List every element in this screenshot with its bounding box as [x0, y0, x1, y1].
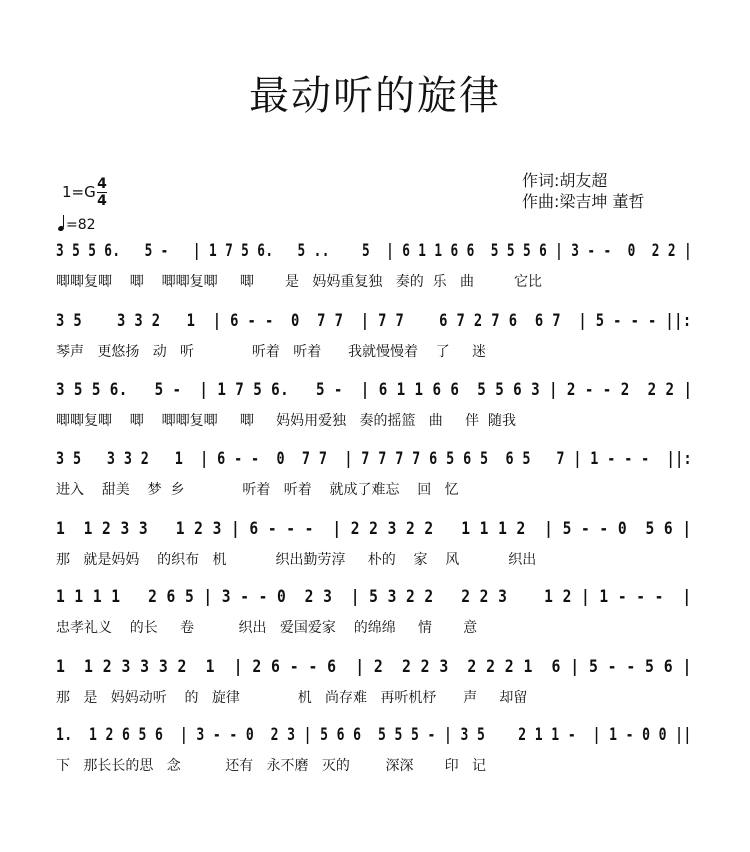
tempo-marking [58, 215, 96, 233]
notes-line: 3 5 5 6. 5 - | 1 7 5 6. 5 - | 6 1 1 6 6 5 5 6 3 | 2 - - 2 2 2 | [56, 380, 693, 400]
credits [522, 170, 644, 212]
quarter-note-icon [57, 225, 64, 232]
composer-credit: 作曲:梁吉坤 董哲 [522, 192, 645, 211]
lyrics-line: 琴声 更悠扬 动 听 听着 听着 我就慢慢着 了 迷 [56, 344, 487, 360]
tempo-value: =82 [66, 217, 96, 233]
score-system-8 [56, 725, 694, 785]
lyrics-line: 那 是 妈妈动听 的 旋律 机 尚存难 再听机杼 声 却留 [56, 690, 528, 706]
time-signature-top: 4 [97, 176, 107, 192]
time-signature [97, 176, 107, 209]
notes-line: 3 5 3 3 2 1 | 6 - - 0 7 7 | 7 7 7 7 6 5 6 5 6 5 7 | 1 - - - ||: [56, 449, 693, 469]
notes-line: 1 1 1 1 2 6 5 | 3 - - 0 2 3 | 5 3 2 2 2 2 3 1 2 | 1 - - - | [56, 587, 692, 607]
score-system-7 [56, 657, 694, 717]
notes-line: 1. 1 2 6 5 6 | 3 - - 0 2 3 | 5 6 6 5 5 5 - | 3 5 2 1 1 - | 1 - 0 0 || [56, 725, 692, 745]
lyricist-credit: 作词:胡友超 [522, 171, 608, 190]
lyrics-line: 唧唧复唧 唧 唧唧复唧 唧 妈妈用爱独 奏的摇篮 曲 伴 随我 [56, 413, 516, 429]
quarter-note-stem [63, 215, 64, 227]
notes-line: 3 5 5 6. 5 - | 1 7 5 6. 5 .. 5 | 6 1 1 6 6 5 5 5 6 | 3 - - 0 2 2 | [56, 241, 693, 261]
score-system-1 [56, 241, 694, 301]
song-title: 最动听的旋律 [249, 73, 501, 119]
time-signature-bottom: 4 [97, 193, 107, 209]
score-system-6 [56, 587, 694, 647]
lyrics-line: 那 就是妈妈 的织布 机 织出勤劳淳 朴的 家 风 织出 [56, 552, 537, 568]
score-system-4 [56, 449, 694, 509]
notes-line: 1 1 2 3 3 1 2 3 | 6 - - - | 2 2 3 2 2 1 1 1 2 | 5 - - 0 5 6 | [56, 519, 692, 539]
key-signature: 1=G [62, 183, 96, 201]
lyrics-line: 忠孝礼义 的长 卷 织出 爱国爱家 的绵绵 情 意 [56, 620, 478, 636]
notes-line: 3 5 3 3 2 1 | 6 - - 0 7 7 | 7 7 6 7 2 7 6 6 7 | 5 - - - ||: [56, 311, 692, 331]
lyrics-line: 下 那长长的思 念 还有 永不磨 灭的 深深 印 记 [56, 758, 487, 774]
score-system-2 [56, 311, 694, 371]
notes-line: 1 1 2 3 3 3 2 1 | 2 6 - - 6 | 2 2 2 3 2 2 2 1 6 | 5 - - 5 6 | [56, 657, 692, 677]
lyrics-line: 进入 甜美 梦 乡 听着 听着 就成了难忘 回 忆 [56, 482, 459, 498]
score-system-3 [56, 380, 694, 440]
lyrics-line: 唧唧复唧 唧 唧唧复唧 唧 是 妈妈重复独 奏的 乐 曲 它比 [56, 274, 543, 290]
score-system-5 [56, 519, 694, 579]
